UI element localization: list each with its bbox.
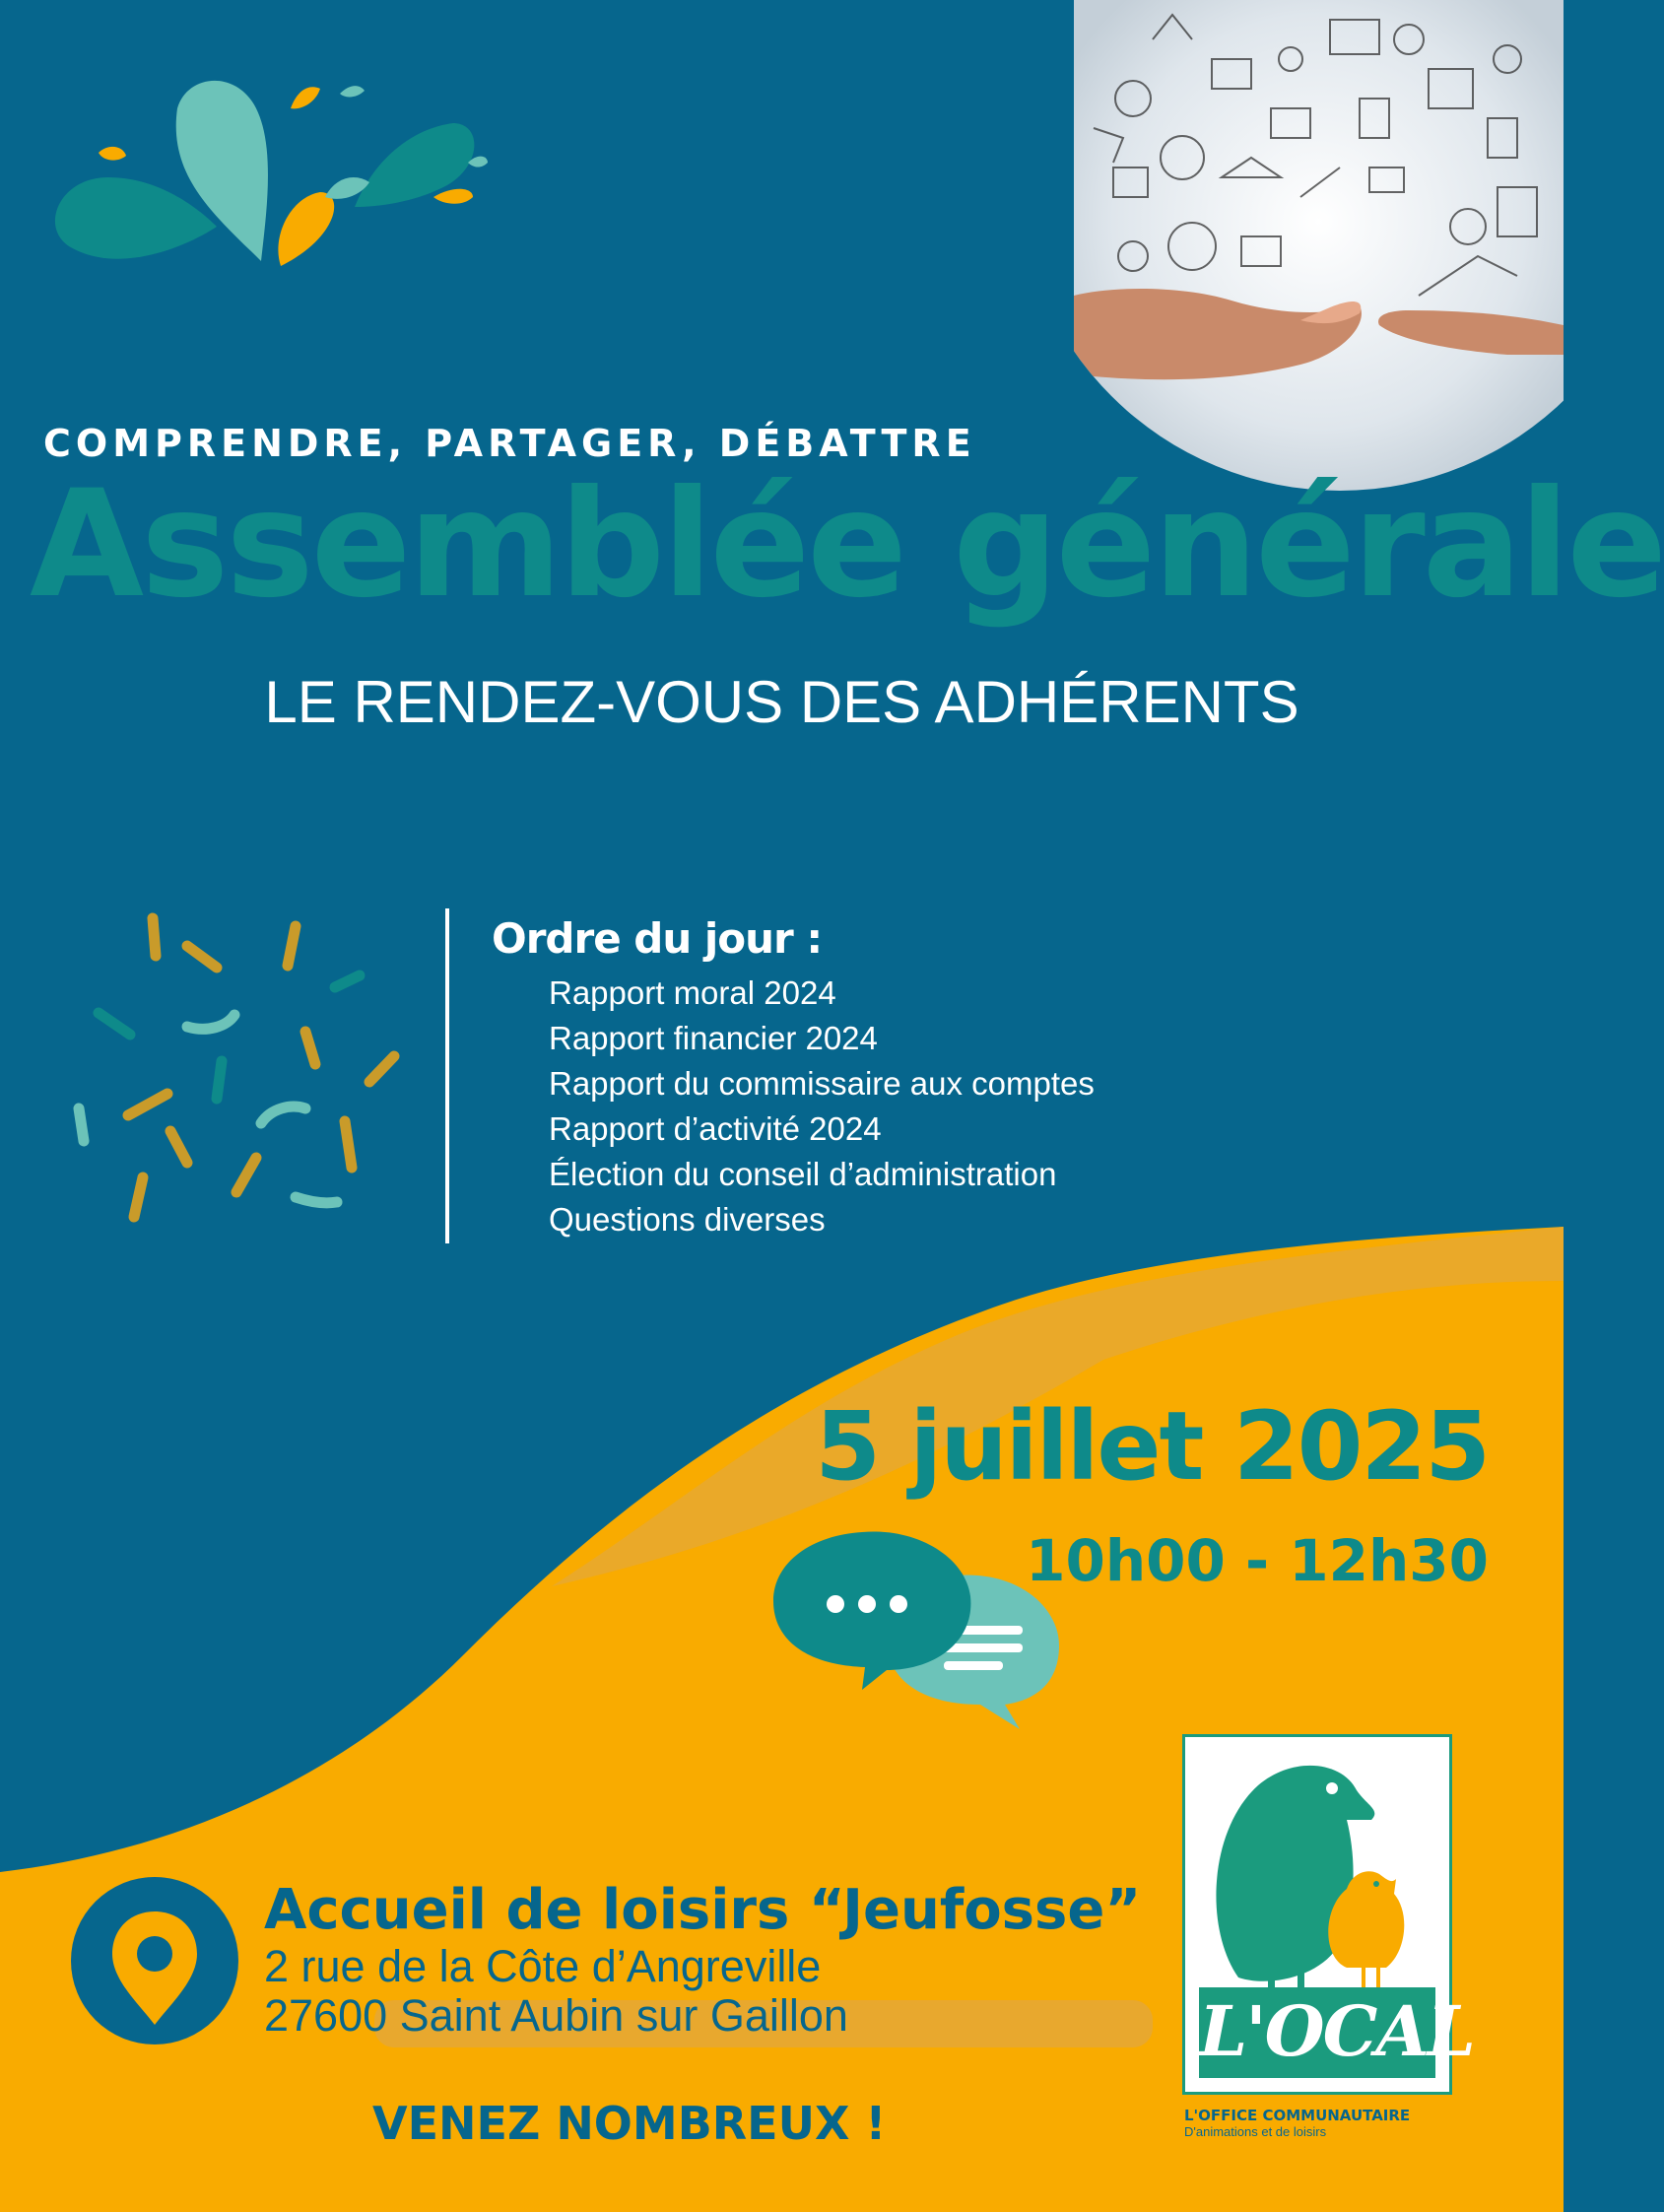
venue-name: Accueil de loisirs “Jeufosse” (264, 1878, 1142, 1942)
page-title: Assemblée générale (30, 459, 1664, 631)
bird-logo-icon (1199, 1751, 1435, 1987)
event-time: 10h00 - 12h30 (1026, 1527, 1489, 1594)
hands-photo (1074, 0, 1564, 493)
agenda-item: Rapport moral 2024 (549, 974, 836, 1011)
agenda-title: Ordre du jour : (492, 914, 823, 963)
logo-caption: L'OFFICE COMMUNAUTAIRE (1184, 2107, 1411, 2124)
agenda-list (549, 971, 1095, 1242)
tagline: COMPRENDRE, PARTAGER, DÉBATTRE (43, 422, 976, 465)
chat-bubbles-icon (768, 1527, 1064, 1734)
agenda-item: Rapport financier 2024 (549, 1020, 878, 1056)
confetti-icon (59, 906, 414, 1222)
agenda-item: Rapport d’activité 2024 (549, 1110, 882, 1147)
logo-name: L'OCAL (1199, 1990, 1474, 2072)
location-pin-icon (71, 1877, 238, 2044)
logo (1182, 1734, 1474, 2095)
subtitle: LE RENDEZ-VOUS DES ADHÉRENTS (264, 669, 1299, 735)
venue-address-line2: 27600 Saint Aubin sur Gaillon (264, 1990, 848, 2041)
call-to-action: VENEZ NOMBREUX ! (372, 2097, 887, 2150)
logo-panel (1199, 1751, 1474, 2078)
agenda-item: Élection du conseil d’administration (549, 1156, 1057, 1192)
logo-subcaption: D'animations et de loisirs (1184, 2124, 1327, 2139)
agenda-item: Rapport du commissaire aux comptes (549, 1065, 1095, 1102)
splash-drops-icon (39, 69, 493, 286)
divider (445, 908, 449, 1243)
agenda-item: Questions diverses (549, 1201, 826, 1238)
venue-address-line1: 2 rue de la Côte d’Angreville (264, 1941, 822, 1991)
event-date: 5 juillet 2025 (815, 1391, 1489, 1502)
